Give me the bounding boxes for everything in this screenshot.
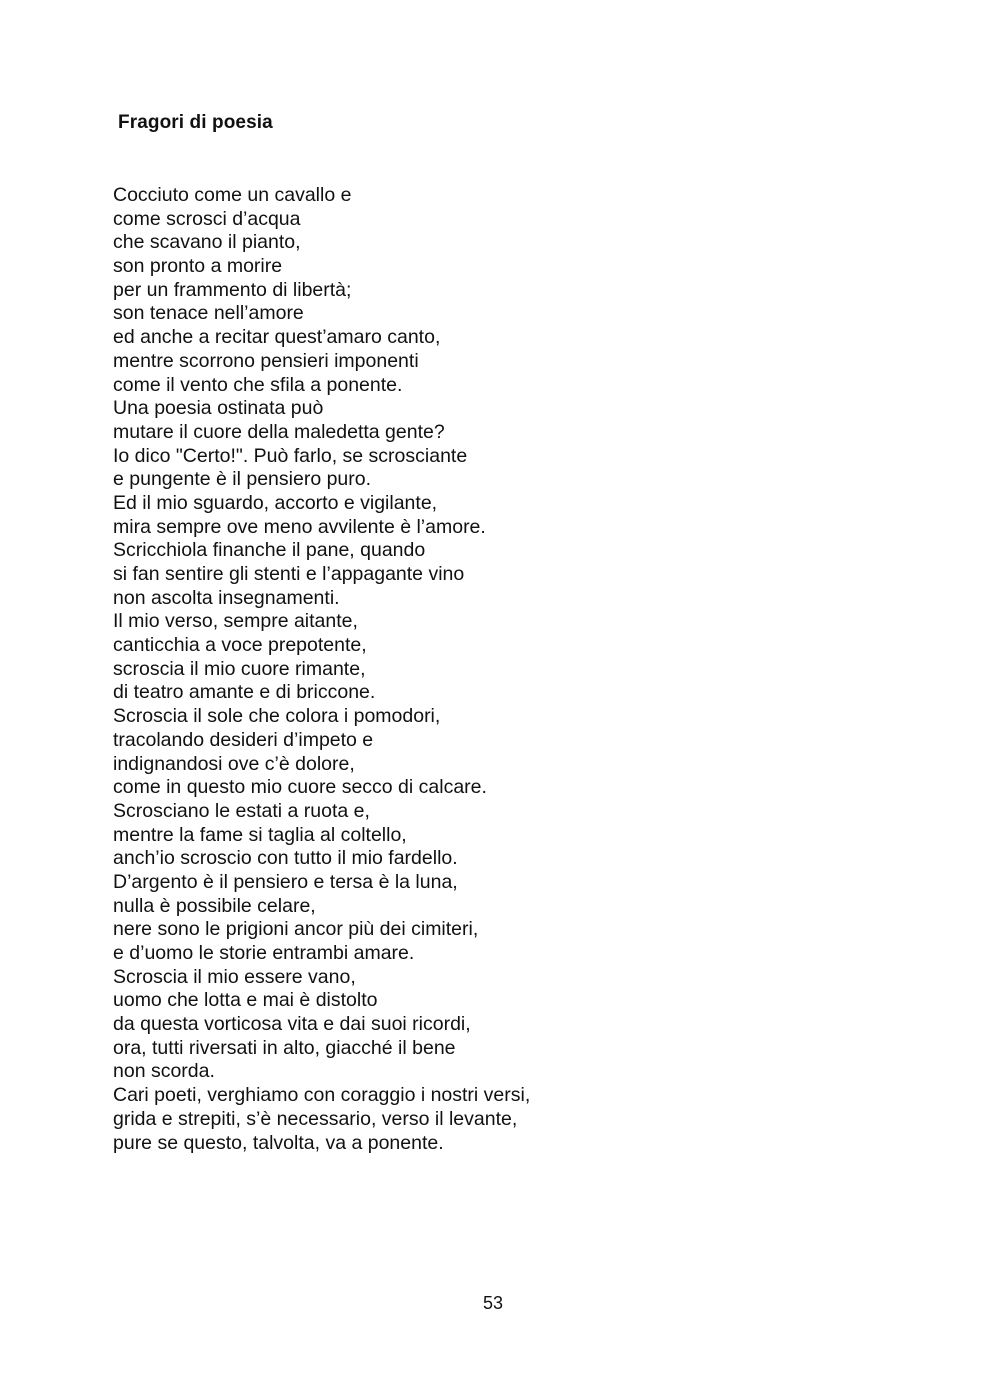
poem-line: anch’io scroscio con tutto il mio fardello. (113, 847, 458, 870)
poem-line: non scorda. (113, 1060, 215, 1083)
poem-line: grida e strepiti, s’è necessario, verso il levante, (113, 1107, 518, 1130)
poem-line: Ed il mio sguardo, accorto e vigilante, (113, 491, 438, 514)
poem-line: Io dico "Certo!". Può farlo, se scrosciante (113, 444, 468, 467)
poem-line: ed anche a recitar quest’amaro canto, (113, 326, 441, 349)
poem-line: scroscia il mio cuore rimante, (113, 657, 366, 680)
poem-line: di teatro amante e di briccone. (113, 681, 376, 704)
poem-line: Il mio verso, sempre aitante, (113, 610, 358, 633)
poem-line: nulla è possibile celare, (113, 894, 316, 917)
poem-line: Scroscia il mio essere vano, (113, 965, 356, 988)
page-number: 53 (482, 1293, 504, 1313)
poem-line: uomo che lotta e mai è distolto (113, 989, 378, 1012)
poem-line: che scavano il pianto, (113, 231, 301, 254)
poem-line: son tenace nell’amore (113, 302, 304, 325)
poem-line: Scrosciano le estati a ruota e, (113, 799, 370, 822)
poem-line: e pungente è il pensiero puro. (113, 468, 372, 491)
poem-line: Scroscia il sole che colora i pomodori, (113, 705, 441, 728)
poem-line: Scricchiola finanche il pane, quando (113, 539, 426, 562)
poem-line: mentre scorrono pensieri imponenti (113, 349, 419, 372)
poem-line: si fan sentire gli stenti e l’appagante vino (113, 563, 465, 585)
poem-line: ora, tutti riversati in alto, giacché il bene (113, 1036, 456, 1059)
poem-line: tracolando desideri d’impeto e (113, 728, 374, 751)
poem-line: Cari poeti, verghiamo con coraggio i nostri versi, (113, 1084, 531, 1107)
poem-line: come scrosci d’acqua (113, 207, 301, 230)
poem-line: non ascolta insegnamenti. (113, 586, 340, 609)
poem-line: son pronto a morire (113, 255, 283, 278)
poem-body (113, 184, 530, 1155)
poem-line: canticchia a voce prepotente, (113, 634, 367, 657)
poem-line: per un frammento di libertà; (113, 278, 352, 301)
poem-line: Cocciuto come un cavallo e (113, 184, 352, 206)
poem-line: mira sempre ove meno avvilente è l’amore. (113, 515, 486, 538)
poem-line: come in questo mio cuore secco di calcare. (113, 776, 487, 799)
poem-line: mentre la fame si taglia al coltello, (113, 823, 407, 846)
poem-line: pure se questo, talvolta, va a ponente. (113, 1131, 444, 1154)
poem-line: come il vento che sfila a ponente. (113, 373, 403, 396)
poem-line: D’argento è il pensiero e tersa è la luna, (113, 870, 458, 893)
poem-line: mutare il cuore della maledetta gente? (113, 420, 445, 443)
poem-line: e d’uomo le storie entrambi amare. (113, 942, 415, 964)
poem-title: Fragori di poesia (118, 112, 273, 133)
poem-line: indignandosi ove c’è dolore, (113, 752, 355, 775)
poem-line: da questa vorticosa vita e dai suoi ricordi, (113, 1013, 471, 1036)
poem-line: Una poesia ostinata può (113, 397, 324, 420)
poem-line: nere sono le prigioni ancor più dei cimiteri, (113, 918, 479, 941)
